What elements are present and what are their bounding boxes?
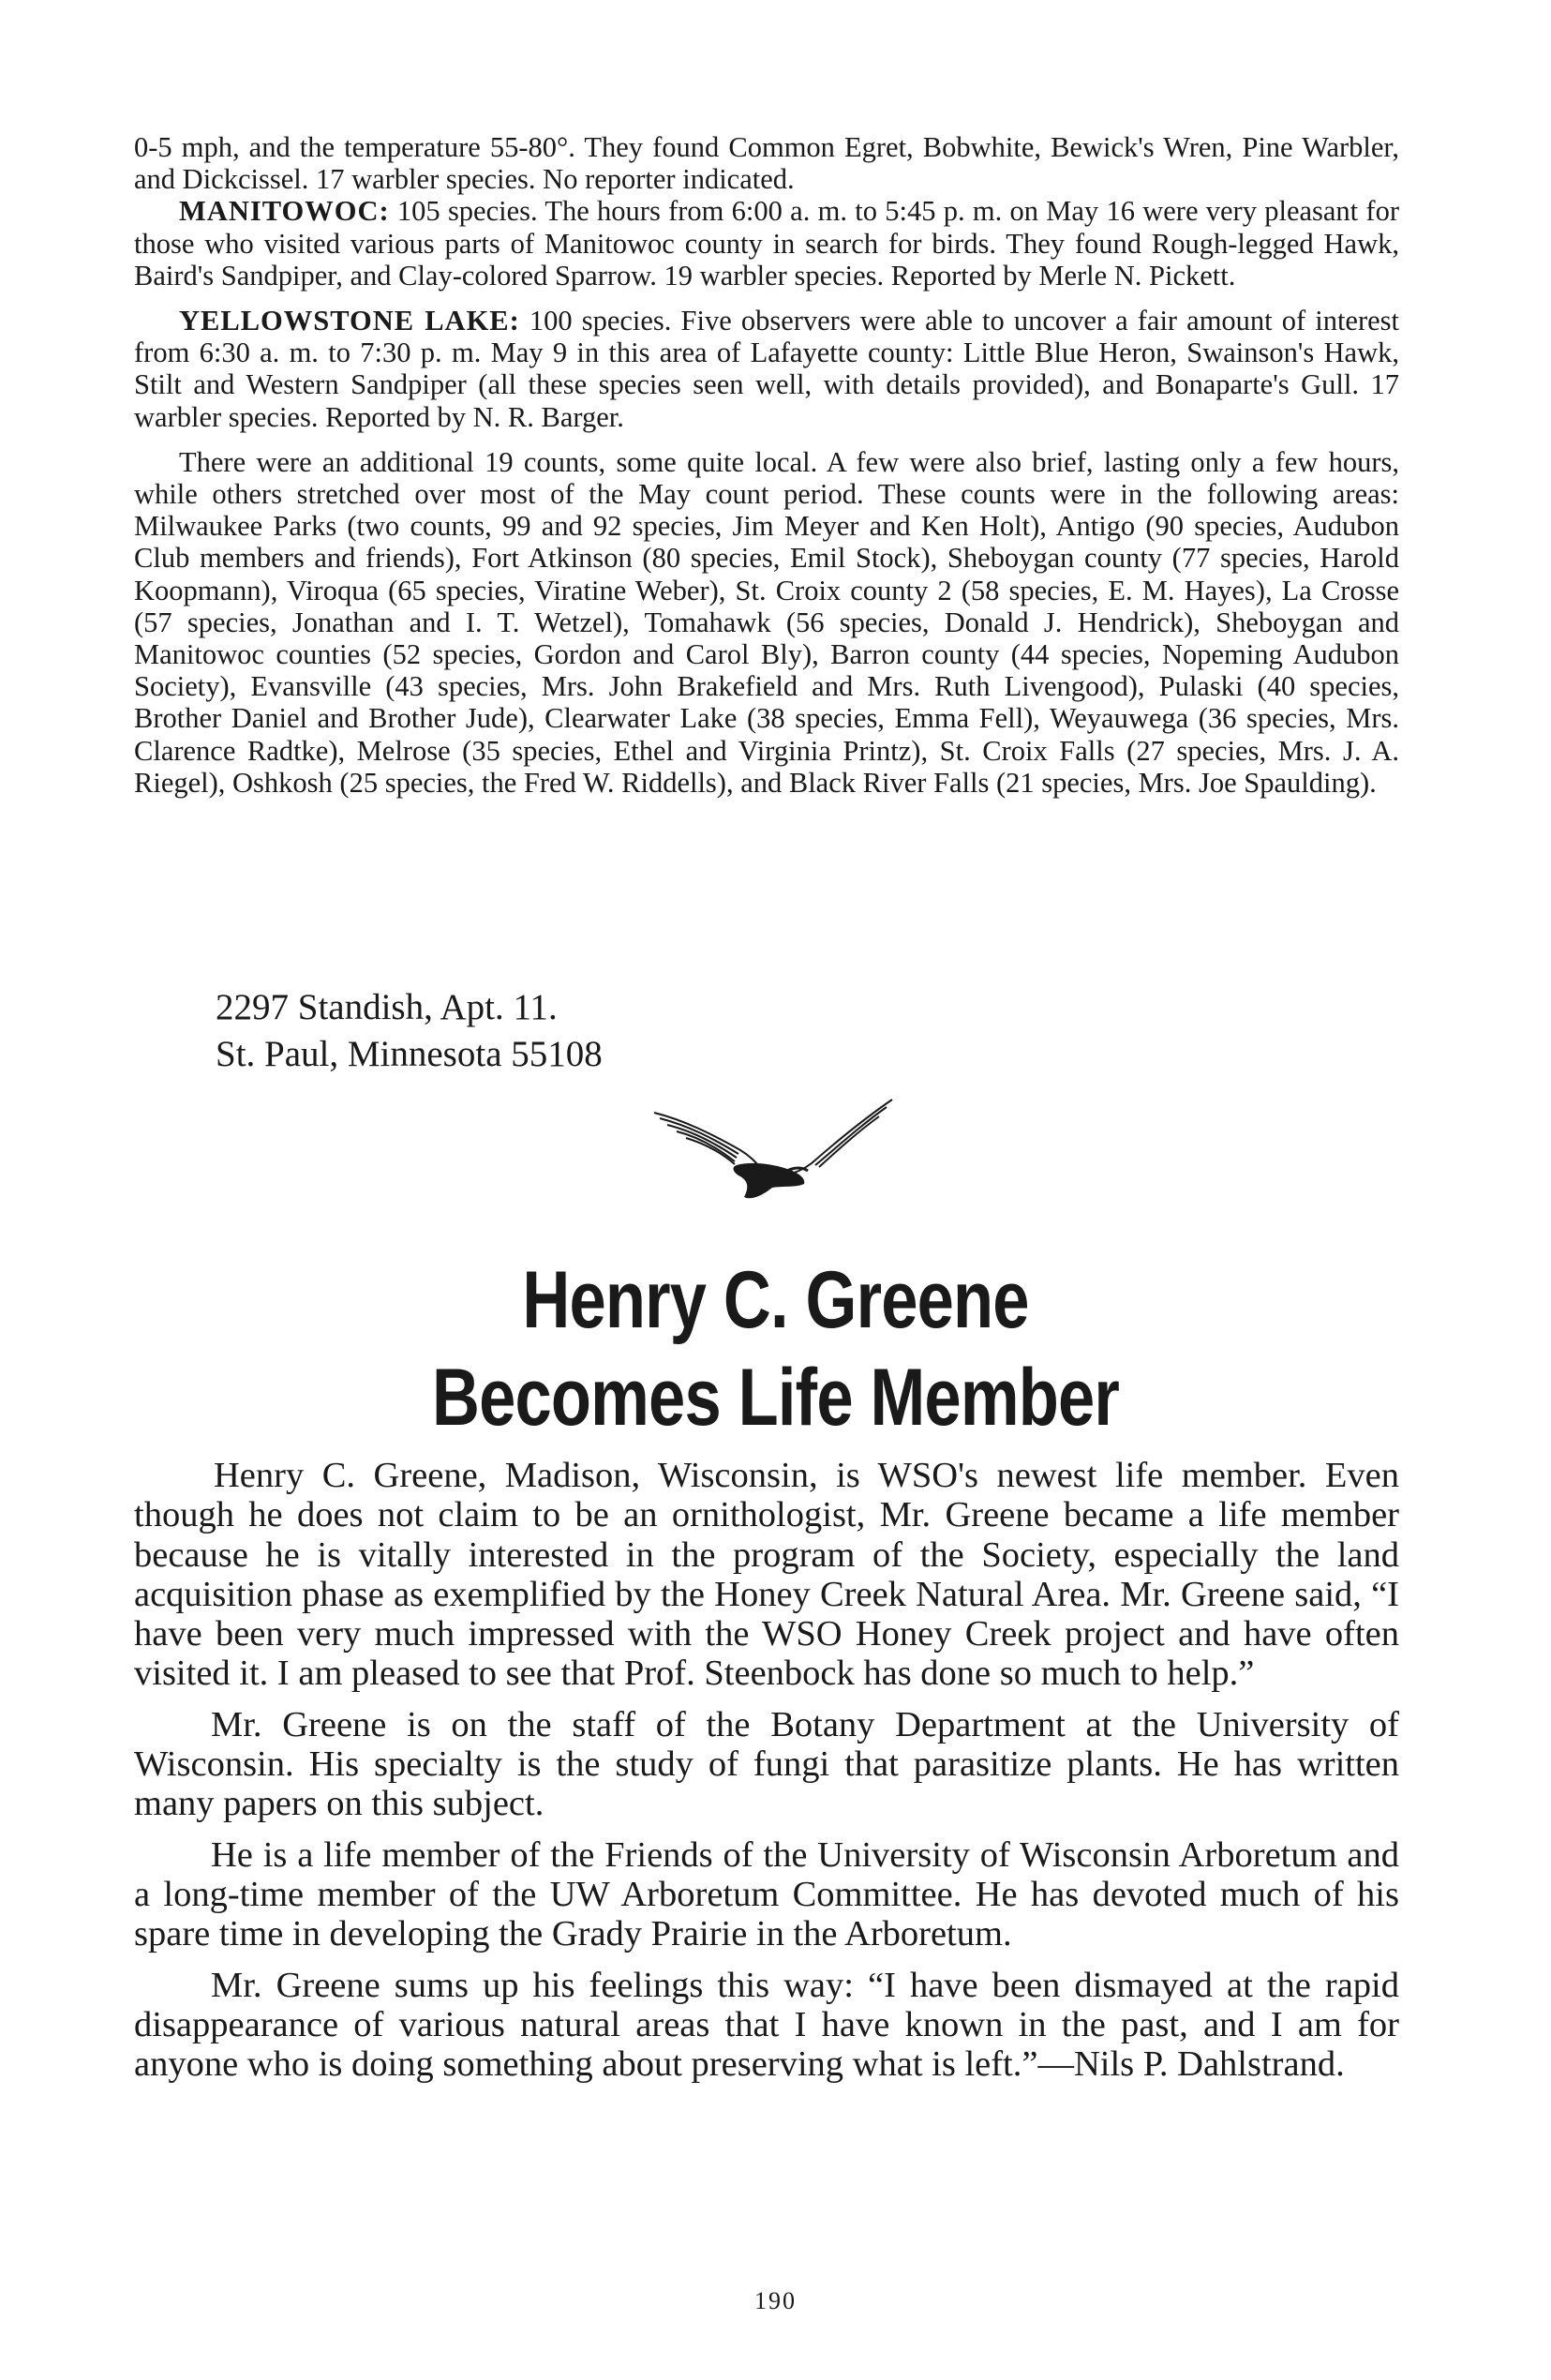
title-line: Henry C. Greene [522,1255,1029,1345]
article-title [140,1251,1411,1446]
article-body [134,1456,1399,2084]
place-heading: YELLOWSTONE LAKE: [179,305,520,337]
author-address [216,984,603,1078]
address-line: St. Paul, Minnesota 55108 [216,1034,603,1074]
gull-icon [647,1092,900,1214]
title-line: Becomes Life Member [432,1353,1119,1443]
report-paragraph-yellowstone [134,305,1399,433]
article-paragraph: He is a life member of the Friends of the University of Wisconsin Arboretum and a long-time member of the UW Arboretum Committee. He has devoted much of his spare time in developing the Grady Prairie in the Arboretum. [134,1834,1399,1954]
report-text: 105 species. The hours from 6:00 a. m. to 5:45 p. m. on May 16 were very pleasant for those who visited various parts of Manitowoc county in search for birds. They found Rough-legged Hawk, Baird's Sandpiper, and Clay-colored Sparrow. 19 warbler species. Reported by Merle N. Pickett. [134,195,1399,292]
report-paragraph-manitowoc [134,195,1399,292]
report-text: 100 species. Five observers were able to uncover a fair amount of interest from 6:30 a. m. to 7:30 p. m. May 9 in this area of Lafayette county: Little Blue Heron, Swainson's Hawk, Stilt and Western Sandpiper (all these species seen well, with details provided), and Bonaparte's Gull. 17 warbler species. Reported by N. R. Barger. [134,305,1399,433]
report-paragraph: 0-5 mph, and the temperature 55-80°. They found Common Egret, Bobwhite, Bewick's Wren, Pine Warbler, and Dickcissel. 17 warbler species. No reporter indicated. [134,131,1399,196]
article-paragraph: Mr. Greene is on the staff of the Botany Department at the University of Wisconsin. His specialty is the study of fungi that parasitize plants. He has written many papers on this subject. [134,1704,1399,1824]
place-heading: MANITOWOC: [179,195,390,228]
page-number: 190 [754,2287,797,2314]
report-paragraph-additional-counts: There were an additional 19 counts, some quite local. A few were also brief, lasting only a few hours, while others stretched over most of the May count period. These counts were in the following areas: Milwaukee Parks (two counts, 99 and 92 species, Jim Meyer and Ken Holt), Antigo (90 species, Audubon Club members and friends), Fort Atkinson (80 species, Emil Stock), Sheboygan county (77 species, Harold Koopmann), Viroqua (65 species, Viratine Weber), St. Croix county 2 (58 species, E. M. Hayes), La Crosse (57 species, Jonathan and I. T. Wetzel), Tomahawk (56 species, Donald J. Hendrick), Sheboygan and Manitowoc counties (52 species, Gordon and Carol Bly), Barron county (44 species, Nopeming Audubon Society), Evansville (43 species, Mrs. John Brakefield and Mrs. Ruth Livengood), Pulaski (40 species, Brother Daniel and Brother Jude), Clearwater Lake (38 species, Emma Fell), Weyauwega (36 species, Mrs. Clarence Radtke), Melrose (35 species, Ethel and Virginia Printz), St. Croix Falls (27 species, Mrs. J. A. Riegel), Oshkosh (25 species, the Fred W. Riddells), and Black River Falls (21 species, Mrs. Joe Spaulding). [134,445,1399,799]
article-paragraph: Henry C. Greene, Madison, Wisconsin, is WSO's newest life member. Even though he does not claim to be an ornithologist, Mr. Greene became a life member because he is vitally interested in the program of the Society, especially the land acquisition phase as exemplified by the Honey Creek Natural Area. Mr. Greene said, “I have been very much impressed with the WSO Honey Creek project and have often visited it. I am pleased to see that Prof. Steenbock has done so much to help.” [134,1456,1399,1694]
address-line: 2297 Standish, Apt. 11. [216,987,558,1027]
article-paragraph: Mr. Greene sums up his feelings this way: “I have been dismayed at the rapid disappearance of various natural areas that I have known in the past, and I am for anyone who is doing something about preserving what is left.”—Nils P. Dahlstrand. [134,1965,1399,2085]
count-report-section [134,131,1399,799]
